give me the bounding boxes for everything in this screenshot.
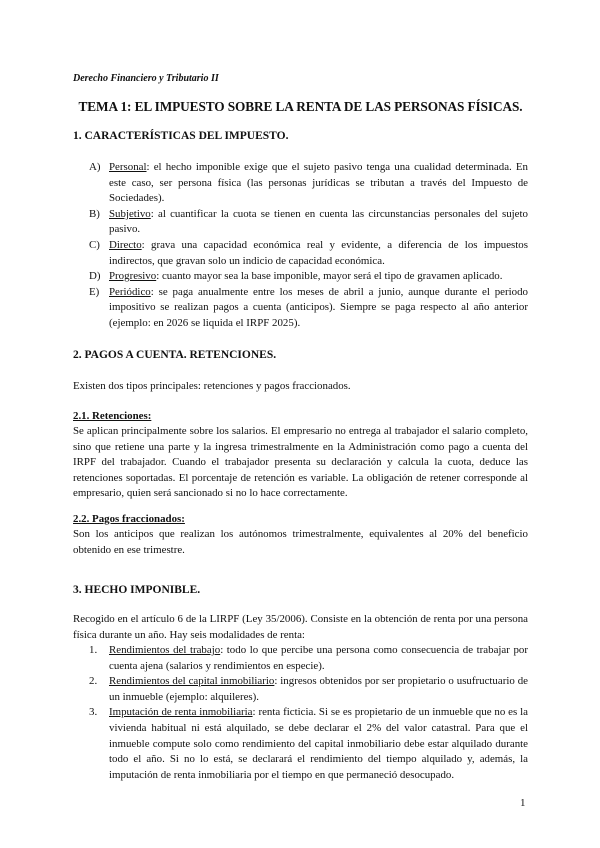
list-text: : el hecho imponible exige que el sujeto pasivo tenga una cualidad determinada. En este caso, ser persona física (las personas jurídicas se tributan a través del Impuesto de Sociedades). — [109, 161, 528, 205]
list-item — [89, 285, 528, 332]
list-text: : renta ficticia. Si se es propietario de un inmueble que no es la vivienda habitual ni está alquilado, se debe declarar el 2% del valor catastral. Para que el inmueble compute solo como rendimiento del capital inmobiliario debe estar alquilado durante todo el año. Si no lo está, se declarará el rendimiento del tiempo alquilado y, además, la imputación de renta inmobiliaria por el tiempo en que permaneció desocupado. — [109, 706, 529, 781]
list-term: Personal — [109, 161, 147, 173]
section-2-intro: Existen dos tipos principales: retenciones y pagos fraccionados. — [73, 380, 351, 392]
list-term: Rendimientos del capital inmobiliario — [109, 675, 275, 688]
list-text: : se paga anualmente entre los meses de abril a junio, aunque durante el periodo impositivo se realizan pagos a cuenta (anticipos). Siempre se paga respecto al año anterior (ejemplo: en 2026 se liquida el IRPF 2025). — [109, 285, 528, 329]
characteristics-list — [89, 160, 528, 332]
list-term: Directo — [109, 238, 142, 251]
list-text: : cuanto mayor sea la base imponible, mayor será el tipo de gravamen aplicado. — [156, 270, 503, 283]
page-title: TEMA 1: EL IMPUESTO SOBRE LA RENTA DE LAS PERSONAS FÍSICAS. — [78, 99, 523, 114]
list-item — [89, 269, 528, 285]
subsection-2-2-heading: 2.2. Pagos fraccionados: — [73, 513, 185, 525]
list-text: : todo lo que percibe una persona como consecuencia de trabajar por cuenta ajena (salarios y rendimientos en especie). — [109, 644, 528, 672]
list-marker: 1. — [89, 644, 98, 656]
subsection-2-1-heading: 2.1. Retenciones: — [73, 410, 152, 422]
page-number: 1 — [520, 797, 526, 809]
subsection-2-1-text: Se aplican principalmente sobre los salarios. El empresario no entrega al trabajador el salario completo, sino que retiene una parte y la ingresa trimestralmente en la Administración como pago a cuenta del IRPF del trabajador. Cuando el trabajador presenta su declaración y calcula la cuota, deduce las retenciones soportadas. El porcentaje de retención es variable. La obligación de retener corresponde al empresario, quien será sancionado si no lo hace correctamente. — [73, 425, 528, 500]
subsection-2-2-text: Son los anticipos que realizan los autónomos trimestralmente, equivalentes al 20% del beneficio obtenido en ese trimestre. — [73, 528, 528, 556]
list-item — [89, 238, 528, 269]
list-item — [89, 643, 528, 674]
list-term: Subjetivo — [109, 207, 151, 220]
list-marker: B) — [89, 207, 100, 220]
list-text: : al cuantificar la cuota se tienen en cuenta las circunstancias personales del sujeto pasivo. — [109, 207, 528, 236]
list-item — [89, 705, 528, 783]
section-1-heading: 1. CARACTERÍSTICAS DEL IMPUESTO. — [73, 130, 289, 142]
list-marker: C) — [89, 238, 100, 251]
list-item — [89, 160, 528, 207]
list-text: : grava una capacidad económica real y evidente, a diferencia de los impuestos indirectos, que gravan solo un indicio de capacidad económica. — [109, 238, 528, 267]
list-marker: 2. — [89, 675, 98, 688]
course-header: Derecho Financiero y Tributario II — [73, 73, 219, 84]
list-term: Rendimientos del trabajo — [109, 644, 221, 656]
list-marker: A) — [89, 161, 101, 173]
section-2-heading: 2. PAGOS A CUENTA. RETENCIONES. — [73, 349, 277, 361]
list-item — [89, 674, 528, 705]
list-marker: D) — [89, 270, 101, 283]
list-term: Progresivo — [109, 270, 157, 283]
income-types-list — [89, 643, 528, 783]
list-text: : ingresos obtenidos por ser propietario o usufructuario de un inmueble (ejemplo: alquileres). — [109, 675, 528, 703]
list-marker: E) — [89, 285, 100, 298]
list-term: Periódico — [109, 285, 151, 298]
section-3-heading: 3. HECHO IMPONIBLE. — [73, 584, 201, 596]
list-marker: 3. — [89, 706, 98, 719]
list-item — [89, 207, 528, 238]
section-3-intro: Recogido en el artículo 6 de la LIRPF (Ley 35/2006). Consiste en la obtención de renta por una persona física durante un año. Hay seis modalidades de renta: — [73, 613, 528, 641]
list-term: Imputación de renta inmobiliaria — [109, 706, 253, 719]
